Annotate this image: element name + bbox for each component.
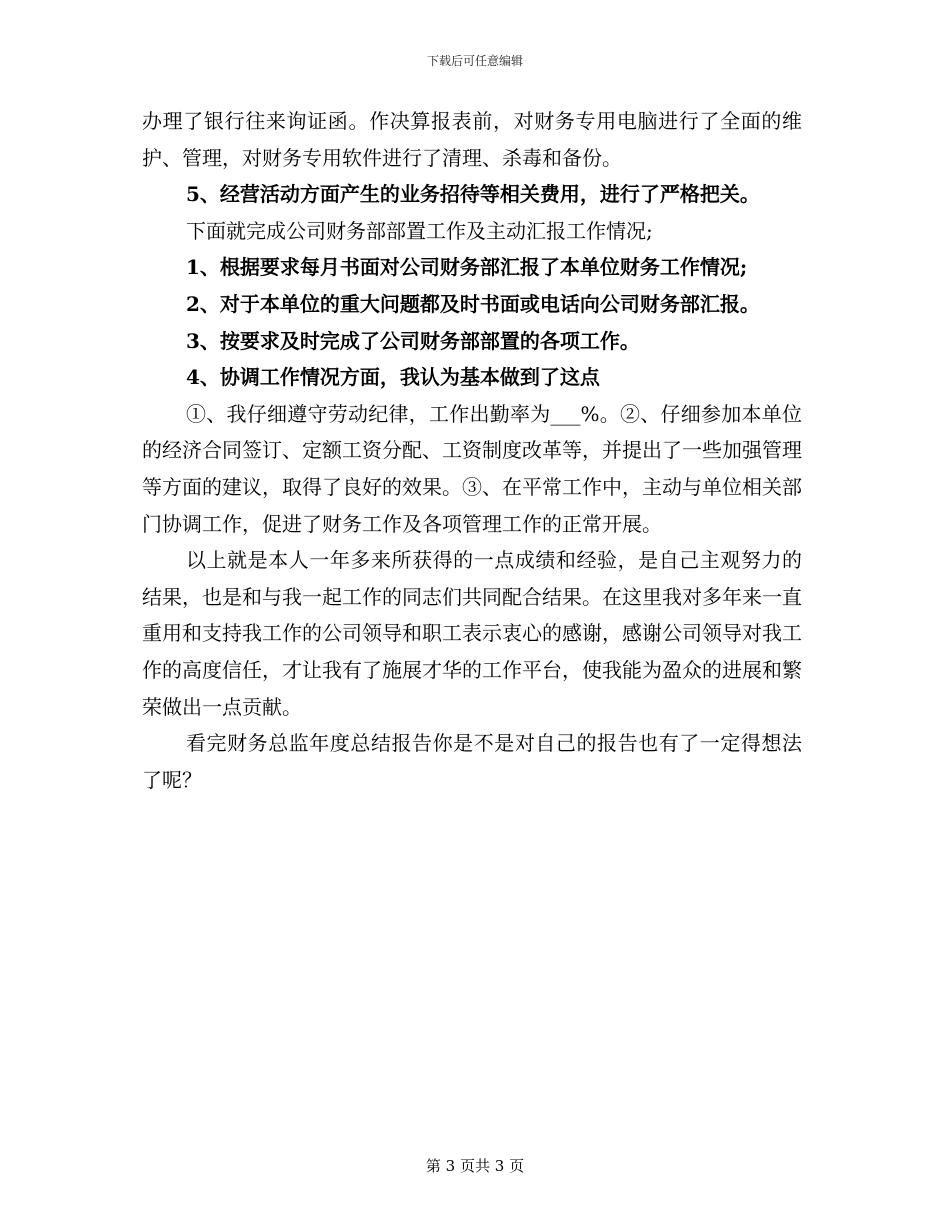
document-body [142, 103, 802, 798]
paragraph-10: 看完财务总监年度总结报告你是不是对自己的报告也有了一定得想法了呢？ [142, 731, 802, 792]
paragraph-7: 4、协调工作情况方面，我认为基本做到了这点 [186, 365, 600, 390]
paragraph-3: 下面就完成公司财务部部置工作及主动汇报工作情况; [186, 218, 653, 243]
page-header: 下载后可任意编辑 [426, 54, 523, 68]
paragraph-1: 办理了银行往来询证函。作决算报表前，对财务专用电脑进行了全面的维护、管理，对财务专用软件进行了清理、杀毒和备份。 [142, 109, 802, 170]
page-footer: 第 3 页共 3 页 [425, 1157, 525, 1175]
paragraph-8: ①、我仔细遵守劳动纪律，工作出勤率为___%。②、仔细参加本单位的经济合同签订、定额工资分配、工资制度改革等，并提出了一些加强管理等方面的建议，取得了良好的效果。③、在平常工作中，主动与单位相关部门协调工作，促进了财务工作及各项管理工作的正常开展。 [142, 401, 802, 536]
paragraph-4: 1、根据要求每月书面对公司财务部汇报了本单位财务工作情况; [186, 255, 748, 280]
paragraph-2: 5、经营活动方面产生的业务招待等相关费用，进行了严格把关。 [186, 182, 760, 207]
paragraph-5: 2、对于本单位的重大问题都及时书面或电话向公司财务部汇报。 [186, 291, 760, 316]
paragraph-9: 以上就是本人一年多来所获得的一点成绩和经验，是自己主观努力的结果，也是和与我一起工作的同志们共同配合结果。在这里我对多年来一直重用和支持我工作的公司领导和职工表示衷心的感谢，感谢公司领导对我工作的高度信任，才让我有了施展才华的工作平台，使我能为盈众的进展和繁荣做出一点贡献。 [142, 548, 802, 719]
paragraph-6: 3、按要求及时完成了公司财务部部置的各项工作。 [186, 328, 640, 353]
